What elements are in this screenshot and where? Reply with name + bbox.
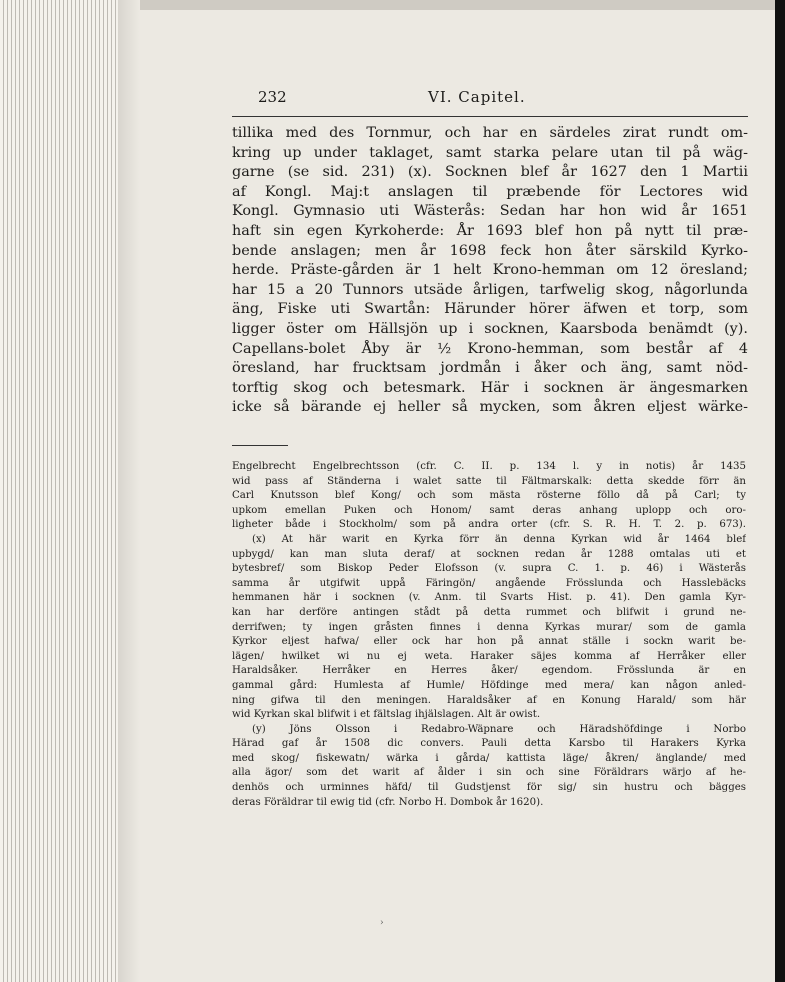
footnote-x-line: lägen/ hwilket wi nu ej weta. Haraker säjes komma af Herråker eller [232,650,746,662]
footnotes [232,460,746,810]
footnote-x-line: (x) At här warit en Kyrka förr än denna Kyrkan wid år 1464 blef [252,533,746,545]
body-line: af Kongl. Maj:t anslagen til præbende för Lectores wid [232,183,748,200]
footnote-line: Engelbrecht Engelbrechtsson (cfr. C. II. p. 134 l. y in notis) år 1435 [232,461,746,472]
body-line: har 15 a 20 Tunnors utsäde årligen, tarfwelig skog, någorlunda [232,281,748,298]
body-line: äng, Fiske uti Swartån: Härunder hörer äfwen et torp, som [232,301,748,318]
footnote-x-line: ning gifwa til den meningen. Haraldsåker af en Konung Harald/ som här [232,694,746,706]
footnote-x-line: wid Kyrkan skal blifwit i et fältslag ihjälslagen. Alt är owist. [232,709,541,721]
page-edge-shadow [118,0,140,982]
footnote-x-line: kan har derföre antingen stådt på detta rummet och blifwit i grund ne- [232,606,746,618]
footnote-x-line: samma år utgifwit uppå Färingön/ angående Frösslunda och Hasslebäcks [232,577,746,589]
footnote-rule [232,445,288,446]
footnote-y-line: Härad gaf år 1508 dic convers. Pauli detta Karsbo til Harakers Kyrka [232,738,746,750]
body-line: ligger öster om Hällsjön up i socknen, Kaarsboda benämdt (y). [232,320,748,337]
footnote-x-line: Haraldsåker. Herråker en Herres åker/ egendom. Frösslunda är en [232,665,746,677]
chapter-title: VI. Capitel. [428,88,526,106]
footnote-x-line: gammal gård: Humlesta af Humle/ Höfdinge med mera/ kan någon anled- [232,679,746,691]
footnote-line: Carl Knutsson blef Kong/ och som mästa rösterne föllo då på Carl; ty [232,490,746,502]
running-header [258,88,746,112]
body-line: torftig skog och betesmark. Här i socknen är ängesmarken [232,379,748,396]
body-line: kring up under taklaget, samt starka pelare utan til på wäg- [232,144,748,161]
footnote-line: wid pass af Ständerna i walet satte til Fältmarskalk: detta skedde förr än [232,475,746,487]
footnote-y-line: med skog/ fiskewatn/ wärka i gårda/ kattista läge/ åkren/ änglande/ med [232,752,746,764]
body-line: herde. Präste-gården är 1 helt Krono-hemman om 12 öresland; [232,262,748,279]
footnote-x-line: Kyrkor eljest hafwa/ eller ock har hon på annat ställe i sockn warit be- [232,636,746,648]
body-line: bende anslagen; men år 1698 feck hon åter särskild Kyrko- [232,242,748,259]
body-line: garne (se sid. 231) (x). Socknen blef år 1627 den 1 Martii [232,164,748,181]
book-page-edges [0,0,118,982]
footnote-y-line: denhös och urminnes häfd/ til Gudstjenst för sig/ sin hustru och bägges [232,782,746,794]
stray-ink-mark: › [380,918,384,928]
body-text [232,124,748,418]
body-line: Kongl. Gymnasio uti Wästerås: Sedan har hon wid år 1651 [232,203,748,220]
footnote-line: upkom emellan Puken och Honom/ samt deras anhang uplopp och oro- [232,504,746,516]
header-rule [232,116,748,117]
page-number: 232 [258,88,287,106]
footnote-x-line: bytesbref/ som Biskop Peder Elofsson (v. supra C. 1. p. 46) i Wästerås [232,563,746,575]
body-line: icke så bärande ej heller så mycken, som åkren eljest wärke- [232,399,748,416]
footnote-y-line: alla ägor/ som det warit af ålder i sin och sine Föräldrars wärjo af he- [232,767,746,779]
body-line: haft sin egen Kyrkoherde: År 1693 blef hon på nytt til præ- [232,222,748,239]
footnote-x-line: hemmanen här i socknen (v. Anm. til Svarts Hist. p. 41). Den gamla Kyr- [232,592,746,604]
footnote-x-line: derrifwen; ty ingen gråsten finnes i denna Kyrkas murar/ som de gamla [232,621,746,633]
footnote-line: ligheter både i Stockholm/ som på andra orter (cfr. S. R. H. T. 2. p. 673). [232,519,746,531]
body-line: Capellans-bolet Åby är ½ Krono-hemman, som består af 4 [232,340,748,357]
footnote-x-line: upbygd/ kan man sluta deraf/ at socknen redan år 1288 omtalas uti et [232,548,746,560]
footnote-y-line: deras Föräldrar til ewig tid (cfr. Norbo H. Dombok år 1620). [232,796,544,808]
footnote-y-line: (y) Jöns Olsson i Redabro-Wäpnare och Häradshöfdinge i Norbo [252,723,746,735]
scan-right-edge [775,0,785,982]
body-line: tillika med des Tornmur, och har en särdeles zirat rundt om- [232,125,748,141]
body-line: öresland, har frucktsam jordmån i åker och äng, samt nöd- [232,360,748,377]
